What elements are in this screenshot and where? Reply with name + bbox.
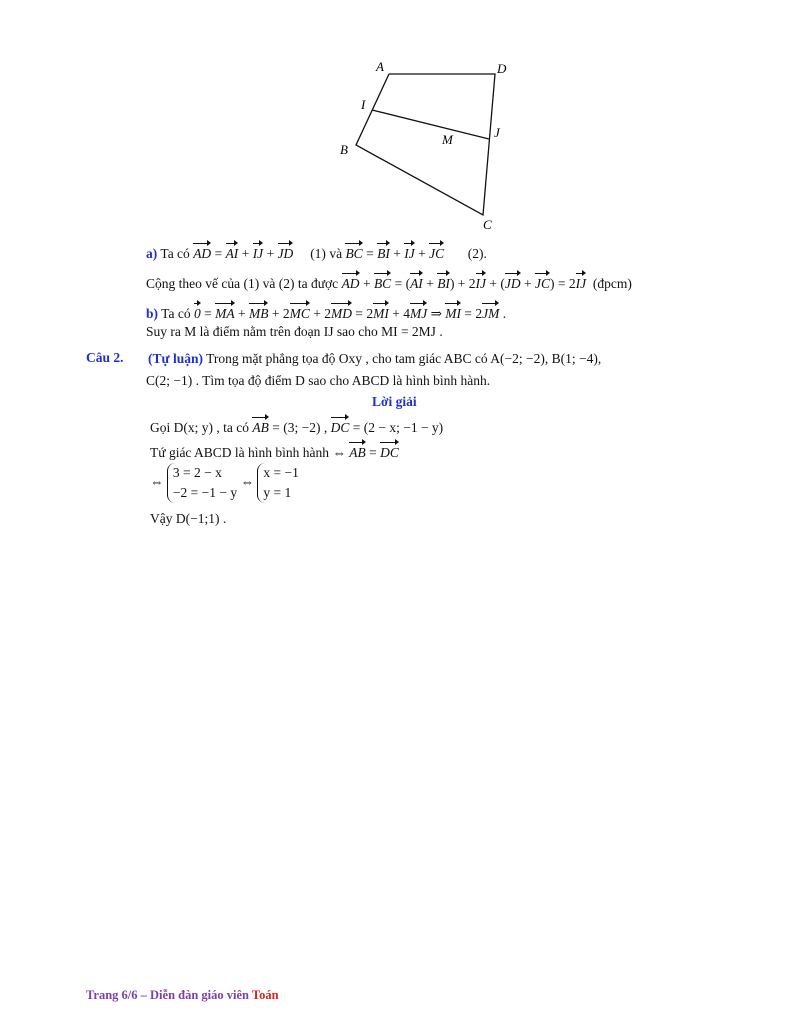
question-2-statement-1: Trong mặt phẳng tọa độ Oxy , cho tam giác ABC có A(−2; −2), B(1; −4), bbox=[206, 351, 602, 366]
solution-line-1c: = (2 − x; −1 − y) bbox=[352, 420, 444, 435]
vec-jd: JD bbox=[278, 243, 294, 263]
vec-ij-2: IJ bbox=[404, 243, 415, 263]
vec-bc-sum: BC bbox=[374, 273, 391, 293]
vec-mj: MJ bbox=[410, 303, 427, 323]
solution-final: Vậy D(−1;1) . bbox=[150, 511, 227, 526]
question-2-label: Câu 2. bbox=[86, 350, 124, 365]
quadrilateral-abcd bbox=[356, 74, 495, 215]
solution-line-1b: = (3; −2) , bbox=[272, 420, 328, 435]
label-c: C bbox=[483, 217, 492, 232]
solution-line-1 bbox=[150, 417, 443, 437]
vec-bi: BI bbox=[377, 243, 390, 263]
label-m: M bbox=[442, 132, 453, 147]
label-b: B bbox=[340, 142, 348, 157]
vec-ad: AD bbox=[193, 243, 211, 263]
vec-md: MD bbox=[331, 303, 352, 323]
question-2-line-1 bbox=[148, 350, 601, 368]
sum-text-2: ta được bbox=[297, 276, 339, 291]
system-2-eq-2: y = 1 bbox=[263, 485, 292, 500]
vec-ij-result: IJ bbox=[576, 273, 587, 293]
vec-jm: JM bbox=[482, 303, 499, 323]
vec-ab-eq: AB bbox=[349, 442, 366, 462]
system-1-eq-2: −2 = −1 − y bbox=[172, 485, 238, 500]
label-j: J bbox=[494, 125, 500, 140]
vec-dc-eq: DC bbox=[380, 442, 399, 462]
segment-ij bbox=[372, 110, 489, 139]
vec-bi-sum: BI bbox=[437, 273, 450, 293]
question-2-tag: (Tự luận) bbox=[148, 351, 203, 366]
vec-mb: MB bbox=[249, 303, 269, 323]
vec-mi: MI bbox=[373, 303, 389, 323]
vec-ab-sol: AB bbox=[252, 417, 269, 437]
vec-mi-2: MI bbox=[445, 303, 461, 323]
system-1-eq-1: 3 = 2 − x bbox=[172, 465, 222, 480]
vec-jc-sum: JC bbox=[535, 273, 550, 293]
system-1 bbox=[167, 463, 237, 503]
solution-line-2: Tứ giác ABCD là hình bình hành ⇔ AB = DC bbox=[150, 442, 399, 462]
footer-forum: Diễn đàn giáo viên bbox=[150, 988, 249, 1002]
geometry-figure bbox=[330, 55, 530, 235]
sum-tag-2: (2) bbox=[278, 276, 295, 291]
part-a-label: a) bbox=[146, 246, 158, 261]
vec-jc: JC bbox=[429, 243, 444, 263]
sum-and: và bbox=[262, 276, 276, 291]
vec-jd-sum: JD bbox=[505, 273, 521, 293]
solution-systems bbox=[150, 463, 299, 503]
vec-ad-sum: AD bbox=[342, 273, 360, 293]
label-i: I bbox=[361, 97, 366, 112]
vec-ma: MA bbox=[215, 303, 235, 323]
vec-ai-sum: AI bbox=[410, 273, 423, 293]
vec-ij-sum: IJ bbox=[476, 273, 487, 293]
equiv-symbol-2: ⇔ bbox=[240, 474, 254, 490]
solution-line-1a: Gọi D(x; y) , ta có bbox=[150, 420, 249, 435]
vec-zero: 0 bbox=[194, 303, 201, 323]
solution-line-2-text: Tứ giác ABCD là hình bình hành ⇔ bbox=[150, 445, 346, 460]
page-footer bbox=[86, 988, 279, 1003]
part-a-line: a) Ta có AD = AI + IJ + JD (1) và BC = BI + IJ + JC (2). bbox=[146, 243, 487, 263]
vec-ai: AI bbox=[226, 243, 239, 263]
dpcm: (đpcm) bbox=[592, 276, 632, 291]
vec-mc: MC bbox=[290, 303, 310, 323]
vec-ij: IJ bbox=[253, 243, 264, 263]
part-b-conclusion: Suy ra M là điểm nằm trên đoạn IJ sao cho MI = 2MJ . bbox=[146, 324, 443, 339]
part-b-line: b) Ta có 0 = MA + MB + 2MC + 2MD = 2MI + 4MJ ⇒ MI = 2JM . bbox=[146, 303, 506, 323]
system-2-eq-1: x = −1 bbox=[263, 465, 299, 480]
label-d: D bbox=[497, 61, 507, 76]
vec-dc-sol: DC bbox=[331, 417, 350, 437]
tag-2: (2) bbox=[467, 246, 484, 261]
sum-line: Cộng theo vế của (1) và (2) ta được AD + BC = (AI + BI) + 2IJ + (JD + JC) = 2IJ (đpcm) bbox=[146, 273, 632, 293]
question-2-line-2: C(2; −1) . Tìm tọa độ điểm D sao cho ABCD là hình bình hành. bbox=[146, 373, 491, 388]
tag-1: (1) bbox=[310, 246, 326, 261]
part-b-text: Ta có bbox=[161, 306, 191, 321]
footer-subject: Toán bbox=[251, 988, 279, 1002]
vec-bc: BC bbox=[345, 243, 362, 263]
sum-tag-1: (1) bbox=[243, 276, 260, 291]
sum-text-1: Cộng theo vế của bbox=[146, 276, 241, 291]
footer-page: Trang 6/6 – bbox=[86, 988, 147, 1002]
system-2 bbox=[257, 463, 298, 503]
label-a: A bbox=[376, 59, 384, 74]
solution-title: Lời giải bbox=[372, 394, 417, 409]
part-b-label: b) bbox=[146, 306, 159, 321]
part-a-text: Ta có bbox=[160, 246, 190, 261]
and-text: và bbox=[329, 246, 343, 261]
equiv-symbol-1: ⇔ bbox=[150, 474, 164, 490]
